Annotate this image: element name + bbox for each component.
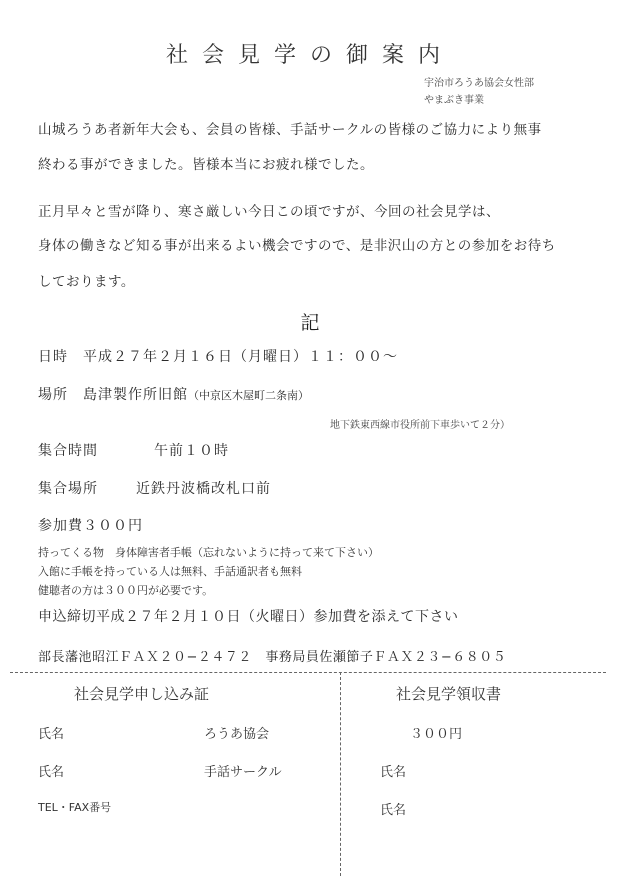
- application-name-value-2: 手話サークル: [204, 765, 282, 780]
- cut-line-horizontal: [10, 672, 606, 673]
- note-line-2: 入館に手帳を持っている人は無料、手話通訳者も無料: [38, 565, 302, 578]
- event-place: [38, 384, 309, 404]
- cut-line-vertical: [340, 672, 341, 876]
- application-name-label-2: 氏名: [38, 765, 65, 780]
- note-line-3: 健聴者の方は３００円が必要です。: [38, 584, 214, 597]
- note-line-1: 持ってくる物 身体障害者手帳（忘れないように持って来て下さい）: [38, 546, 379, 559]
- application-title: 社会見学申し込み証: [74, 685, 210, 703]
- event-place-label: 場所 島津製作所旧館: [38, 387, 188, 403]
- receipt-name-label-1: 氏名: [380, 765, 407, 780]
- meet-place-value: 近鉄丹波橋改札口前: [136, 481, 271, 497]
- application-deadline: 申込締切平成２７年２月１０日（火曜日）参加費を添えて下さい: [38, 609, 459, 625]
- application-tel-fax-label: TEL・FAX番号: [38, 801, 112, 814]
- body-line-5: しております。: [38, 274, 135, 290]
- receipt-name-label-2: 氏名: [380, 803, 407, 818]
- contact-info: 部長藩池昭江ＦＡＸ２０−２４７２ 事務局員佐瀬節子ＦＡＸ２３−６８０５: [38, 650, 507, 665]
- body-line-1: 山城ろうあ者新年大会も、会員の皆様、手話サークルの皆様のご協力により無事: [38, 122, 542, 138]
- ki-heading: 記: [300, 312, 320, 334]
- body-line-2: 終わる事ができました。皆様本当にお疲れ様でした。: [38, 157, 374, 173]
- receipt-amount: ３００円: [410, 727, 463, 742]
- organizer-project: やまぶき事業: [424, 95, 484, 106]
- body-line-3: 正月早々と雪が降り、寒さ厳しい今日この頃ですが、今回の社会見学は、: [38, 204, 500, 220]
- meet-time-label: 集合時間: [38, 443, 98, 459]
- meet-place-label: 集合場所: [38, 481, 98, 497]
- page-title: 社会見学の御案内: [165, 43, 454, 68]
- organizer-name: 宇治市ろうあ協会女性部: [424, 78, 534, 89]
- event-datetime: 日時 平成２７年２月１６日（月曜日）１１：００〜: [38, 349, 398, 365]
- event-place-address: （中京区木屋町二条南）: [188, 389, 309, 402]
- body-line-4: 身体の働きなど知る事が出来るよい機会ですので、是非沢山の方との参加をお待ち: [38, 238, 556, 254]
- application-name-value-1: ろうあ協会: [204, 727, 270, 742]
- event-access: 地下鉄東西線市役所前下車歩いて２分）: [330, 420, 510, 431]
- receipt-title: 社会見学領収書: [396, 685, 502, 703]
- application-name-label-1: 氏名: [38, 727, 65, 742]
- participation-fee: 参加費３００円: [38, 518, 143, 534]
- meet-time-value: 午前１０時: [154, 443, 229, 459]
